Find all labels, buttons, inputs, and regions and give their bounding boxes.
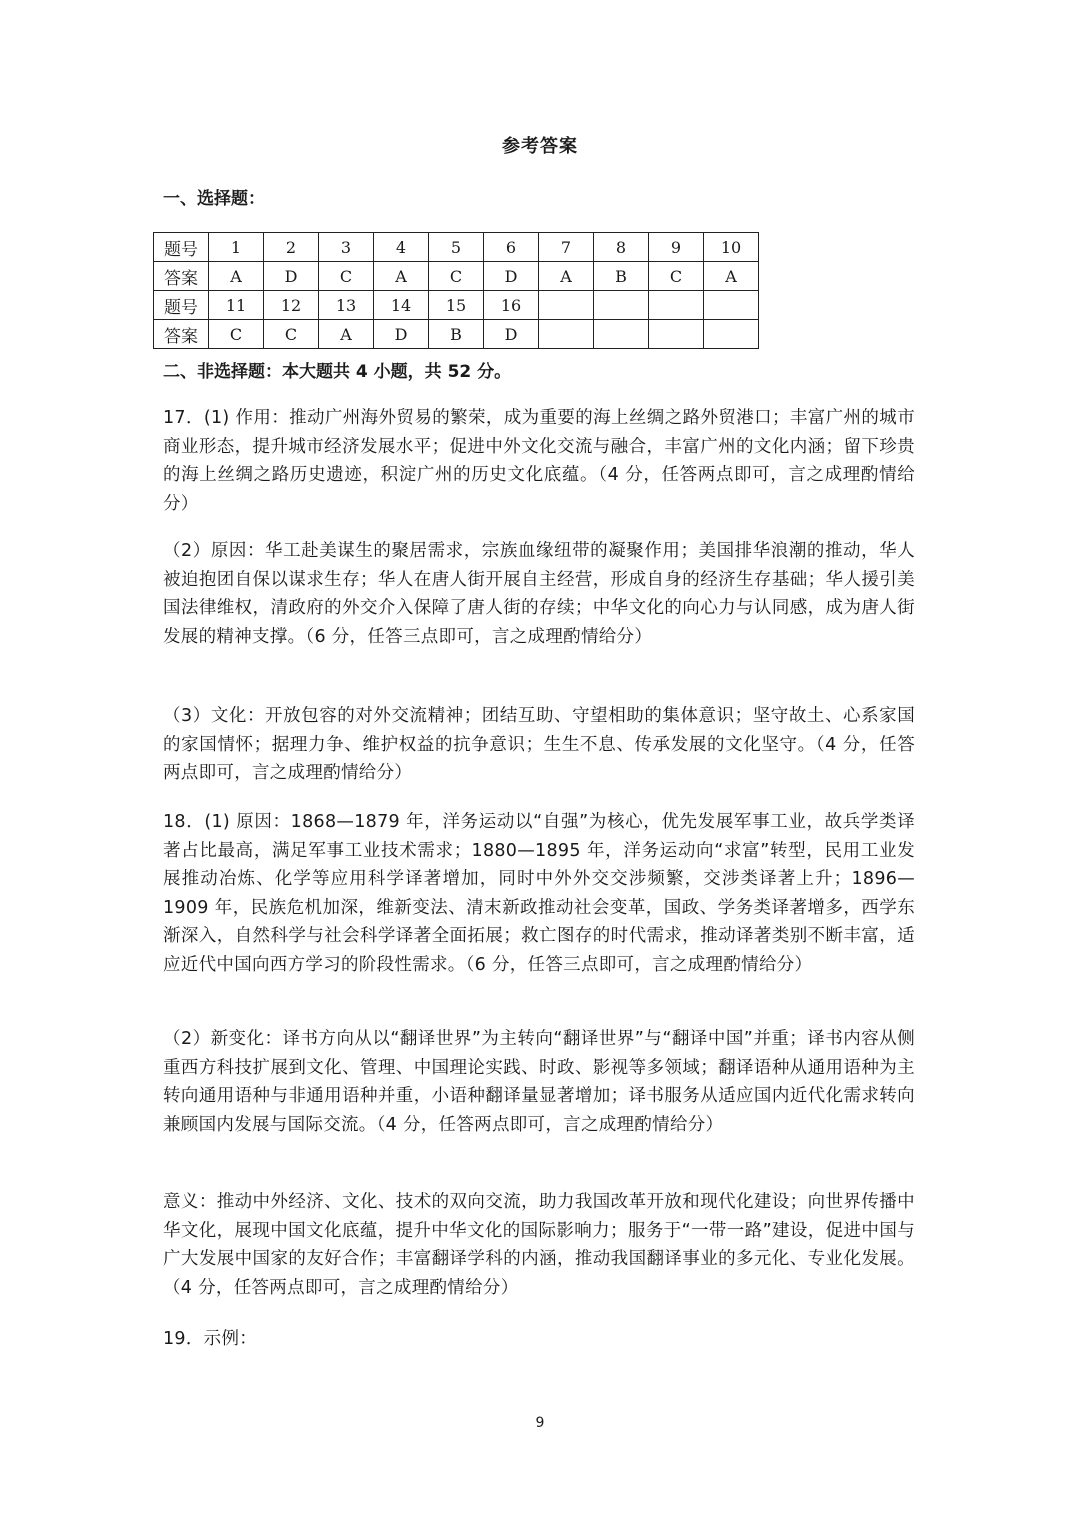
page-title: 参考答案 (502, 136, 578, 157)
table-cell: C (649, 262, 704, 291)
section-multiple-choice-heading: 一、选择题： (163, 189, 265, 209)
table-cell (539, 291, 594, 320)
table-cell (704, 320, 759, 349)
table-cell (594, 320, 649, 349)
section-non-choice-heading: 二、非选择题：本大题共 4 小题，共 52 分。 (163, 362, 512, 382)
table-cell (649, 320, 704, 349)
table-cell: B (429, 320, 484, 349)
answer-17-2: （2）原因：华工赴美谋生的聚居需求，宗族血缘纽带的凝聚作用；美国排华浪潮的推动，华人被迫抱团自保以谋求生存；华人在唐人街开展自主经营，形成自身的经济生存基础；华人援引美国法律维权，清政府的外交介入保障了唐人街的存续；中华文化的向心力与认同感，成为唐人街发展的精神支撑。（6 分，任答三点即可，言之成理酌情给分） (163, 541, 915, 647)
answer-table (153, 232, 759, 349)
table-cell: C (429, 262, 484, 291)
table-cell: 7 (539, 233, 594, 262)
answer-19: 19．示例： (163, 1329, 258, 1349)
table-cell: C (209, 320, 264, 349)
page-number: 9 (535, 1415, 545, 1431)
table-cell: 14 (374, 291, 429, 320)
table-cell: A (539, 262, 594, 291)
table-cell: C (264, 320, 319, 349)
answer-18-2: （2）新变化：译书方向从以“翻译世界”为主转向“翻译世界”与“翻译中国”并重；译书内容从侧重西方科技扩展到文化、管理、中国理论实践、时政、影视等多领域；翻译语种从通用语种为主转向通用语种与非通用语种并重，小语种翻译量显著增加；译书服务从适应国内近代化需求转向兼顾国内发展与国际交流。（4 分，任答两点即可，言之成理酌情给分） (163, 1029, 915, 1135)
table-cell: 16 (484, 291, 539, 320)
table-cell: B (594, 262, 649, 291)
table-cell: 15 (429, 291, 484, 320)
table-row (154, 291, 759, 320)
table-cell: D (484, 262, 539, 291)
table-cell: 6 (484, 233, 539, 262)
table-cell: D (264, 262, 319, 291)
table-cell (704, 291, 759, 320)
table-cell: 10 (704, 233, 759, 262)
table-cell (539, 320, 594, 349)
answer-18-1: 18．(1) 原因：1868—1879 年，洋务运动以“自强”为核心，优先发展军事工业，故兵学类译著占比最高，满足军事工业技术需求；1880—1895 年，洋务运动向“求富”转型，民用工业发展推动冶炼、化学等应用科学译著增加，同时中外外交交涉频繁，交涉类译著上升；1896—1909 年，民族危机加深，维新变法、清末新政推动社会变革，国政、学务类译著增多，西学东渐深入，自然科学与社会科学译著全面拓展；救亡图存的时代需求，推动译著类别不断丰富，适应近代中国向西方学习的阶段性需求。（6 分，任答三点即可，言之成理酌情给分） (163, 812, 915, 975)
table-cell: A (374, 262, 429, 291)
table-cell: 11 (209, 291, 264, 320)
row-label: 答案 (154, 320, 209, 349)
table-cell: 9 (649, 233, 704, 262)
row-label: 题号 (154, 291, 209, 320)
table-cell: 8 (594, 233, 649, 262)
row-label: 答案 (154, 262, 209, 291)
table-cell: A (209, 262, 264, 291)
table-cell: A (319, 320, 374, 349)
answer-18-significance: 意义：推动中外经济、文化、技术的双向交流，助力我国改革开放和现代化建设；向世界传播中华文化，展现中国文化底蕴，提升中华文化的国际影响力；服务于“一带一路”建设，促进中国与广大发展中国家的友好合作；丰富翻译学科的内涵，推动我国翻译事业的多元化、专业化发展。（4 分，任答两点即可，言之成理酌情给分） (163, 1192, 915, 1298)
table-cell: D (484, 320, 539, 349)
table-cell (594, 291, 649, 320)
row-label: 题号 (154, 233, 209, 262)
table-cell: D (374, 320, 429, 349)
table-cell: 5 (429, 233, 484, 262)
table-cell: 13 (319, 291, 374, 320)
table-cell: 2 (264, 233, 319, 262)
table-row (154, 262, 759, 291)
answer-17-1: 17．(1) 作用：推动广州海外贸易的繁荣，成为重要的海上丝绸之路外贸港口；丰富广州的城市商业形态，提升城市经济发展水平；促进中外文化交流与融合，丰富广州的文化内涵；留下珍贵的海上丝绸之路历史遗迹，积淀广州的历史文化底蕴。（4 分，任答两点即可，言之成理酌情给分） (163, 408, 915, 514)
table-row (154, 320, 759, 349)
table-cell: 4 (374, 233, 429, 262)
table-cell: 3 (319, 233, 374, 262)
table-cell: A (704, 262, 759, 291)
table-row (154, 233, 759, 262)
table-cell: C (319, 262, 374, 291)
table-cell: 12 (264, 291, 319, 320)
table-cell: 1 (209, 233, 264, 262)
answer-17-3: （3）文化：开放包容的对外交流精神；团结互助、守望相助的集体意识；坚守故土、心系家国的家国情怀；据理力争、维护权益的抗争意识；生生不息、传承发展的文化坚守。（4 分，任答两点即可，言之成理酌情给分） (163, 706, 915, 783)
table-cell (649, 291, 704, 320)
